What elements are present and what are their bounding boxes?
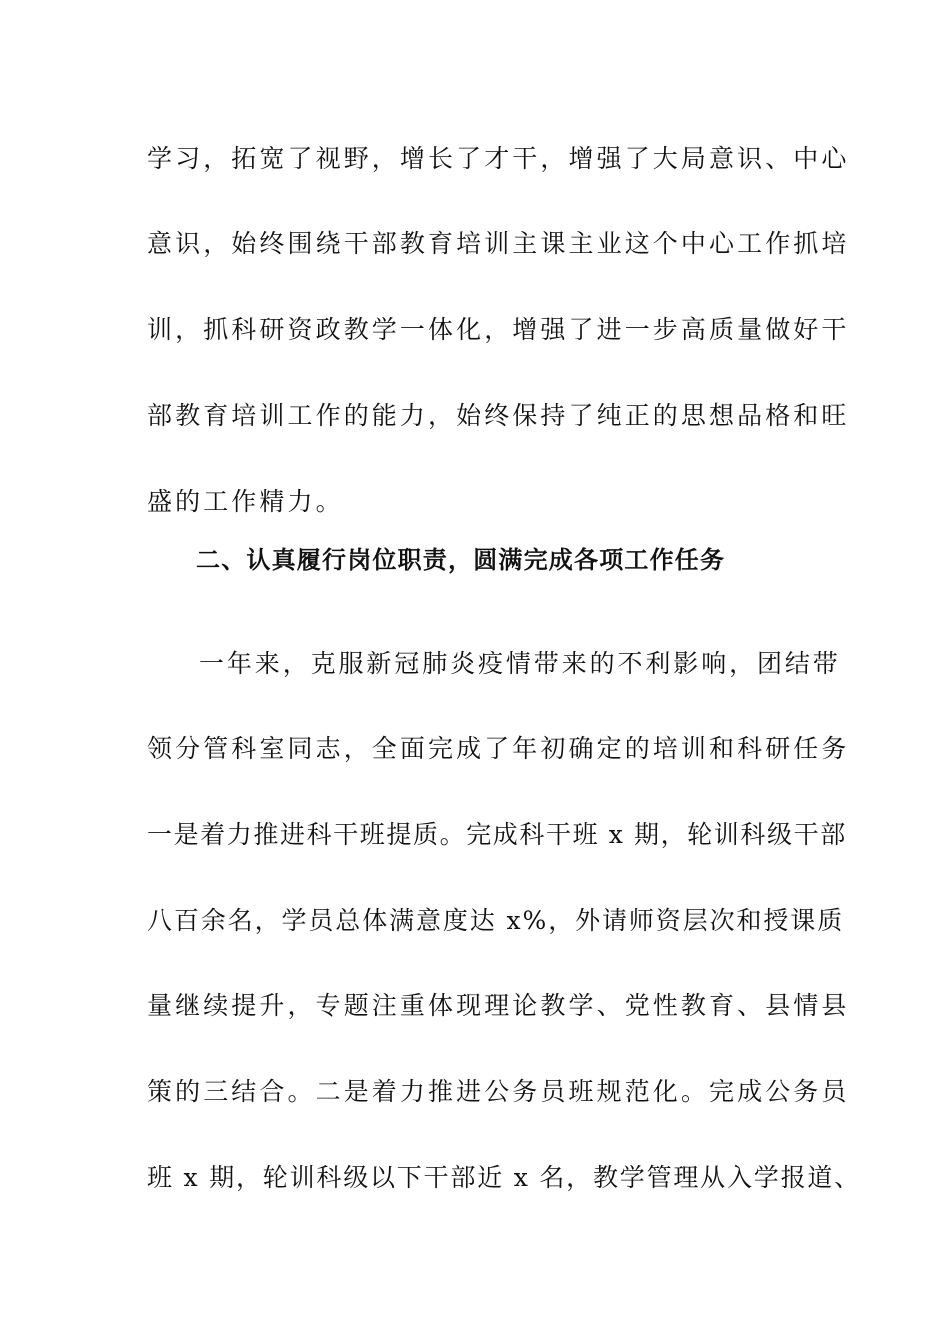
paragraph-line: 部教育培训工作的能力，始终保持了纯正的思想品格和旺 <box>147 401 850 430</box>
paragraph-line: 一年来，克服新冠肺炎疫情带来的不利影响，团结带 <box>199 649 841 678</box>
paragraph-line: 盛的工作精力。 <box>147 487 344 516</box>
paragraph-line: 领分管科室同志，全面完成了年初确定的培训和科研任务 <box>147 734 850 763</box>
paragraph-line: 意识，始终围绕干部教育培训主课主业这个中心工作抓培 <box>147 229 850 258</box>
paragraph-line: 策的三结合。二是着力推进公务员班规范化。完成公务员 <box>147 1077 850 1106</box>
paragraph-line: 一是着力推进科干班提质。完成科干班 x 期，轮训科级干部 <box>147 820 847 849</box>
paragraph-line: 学习，拓宽了视野，增长了才干，增强了大局意识、中心 <box>147 144 850 173</box>
paragraph-line: 量继续提升，专题注重体现理论教学、党性教育、县情县 <box>147 991 850 1020</box>
section-heading: 二、认真履行岗位职责，圆满完成各项工作任务 <box>196 546 726 574</box>
paragraph-line: 班 x 期，轮训科级以下干部近 x 名，教学管理从入学报道、 <box>147 1163 861 1192</box>
paragraph-line: 八百余名，学员总体满意度达 x%，外请师资层次和授课质 <box>147 906 845 935</box>
paragraph-line: 训，抓科研资政教学一体化，增强了进一步高质量做好干 <box>147 315 850 344</box>
